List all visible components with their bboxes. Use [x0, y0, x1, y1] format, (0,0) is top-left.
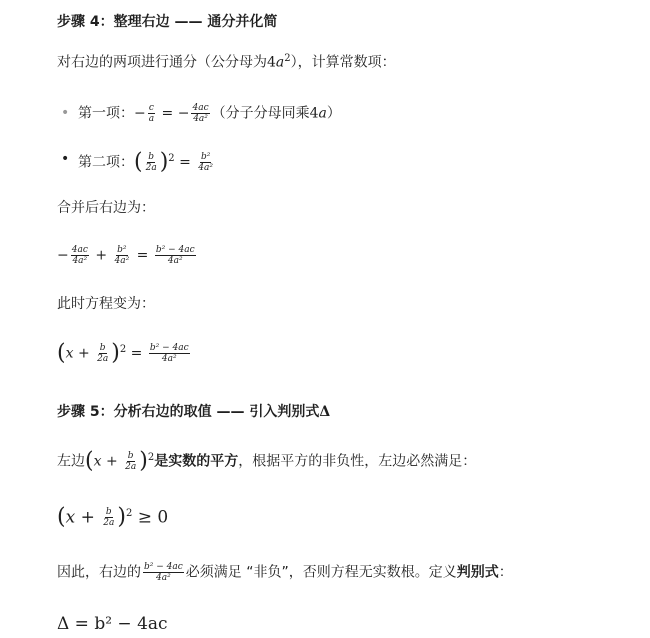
- left-suffix: ，根据平方的非负性，左边必然满足：: [238, 453, 477, 470]
- step4-heading: 步骤 4：整理右边 —— 通分并化简: [57, 14, 278, 30]
- fraction-b2-over-4a2: $\frac{\text{b²}}{\text{4a²}}$: [198, 152, 213, 174]
- list-item-second-term: • 第二项：( $\frac{b}{2a}$ )$^2$ = $\frac{\text{b²}}{\text{4a²}}$: [78, 149, 216, 173]
- transformed-equation: (x + $\frac{b}{2a}$ )$^2$ = $\frac{\text{b² − 4ac}}{\text{4a²}}$: [57, 340, 189, 366]
- item1-note-end: ）: [326, 105, 341, 122]
- therefore-colon: ：: [498, 564, 513, 581]
- fraction-4ac-over-4a2: $\frac{4ac}{\text{4a²}}$: [192, 103, 209, 124]
- therefore-middle: 必须满足 “非负”，否则方程无实数根。定义: [185, 564, 457, 581]
- combined-label: 合并后右边为：: [57, 200, 155, 216]
- left-prefix: 左边: [57, 453, 85, 470]
- intro-prefix: 对右边的两项进行通分（公分母为: [57, 54, 267, 71]
- equation-label: 此时方程变为：: [57, 296, 155, 312]
- item2-label: 第二项：: [78, 154, 134, 171]
- step5-heading: [57, 402, 330, 422]
- item1-note: （分子分母同乘: [211, 105, 310, 122]
- list-item-first-term: • 第一项：− $\frac{c}{a}$ = − $\frac{4ac}{\text{4a²}}$ （分子分母同乘4a）: [78, 103, 341, 124]
- intro-suffix: ），计算常数项：: [290, 54, 396, 71]
- discriminant-definition: Δ = b² − 4ac: [57, 614, 168, 634]
- delta-symbol: Δ: [319, 404, 331, 420]
- item1-label: 第一项：: [78, 105, 134, 122]
- fraction-c-over-a: $\frac{c}{a}$: [148, 103, 155, 124]
- inequality: (x + $\frac{b}{2a}$ )$^2$ ≥ 0: [57, 504, 169, 530]
- left-side-statement: 左边(x + $\frac{b}{2a}$ )$^2$是实数的平方，根据平方的非负性，左边必然满足：: [57, 448, 477, 474]
- left-bold: 是实数的平方: [154, 453, 239, 470]
- therefore-statement: 因此，右边的 $\frac{\text{b² − 4ac}}{\text{4a²}}$ 必须满足 “非负”，否则方程无实数根。定义判别式：: [57, 562, 513, 583]
- therefore-prefix: 因此，右边的: [57, 564, 141, 581]
- combined-equation: − $\frac{4ac}{\text{4a²}}$ + $\frac{\text{b²}}{\text{4a²}}$ = $\frac{\text{b² − 4ac}}{\text{4a²}}$: [57, 245, 195, 266]
- step5-heading-text: 步骤 5：分析右边的取值 —— 引入判别式: [57, 404, 320, 420]
- step4-intro: 对右边的两项进行通分（公分母为$4a^2$），计算常数项：: [57, 53, 396, 71]
- therefore-bold: 判别式: [456, 564, 499, 581]
- fraction-b-over-2a: $\frac{b}{2a}$: [145, 152, 157, 174]
